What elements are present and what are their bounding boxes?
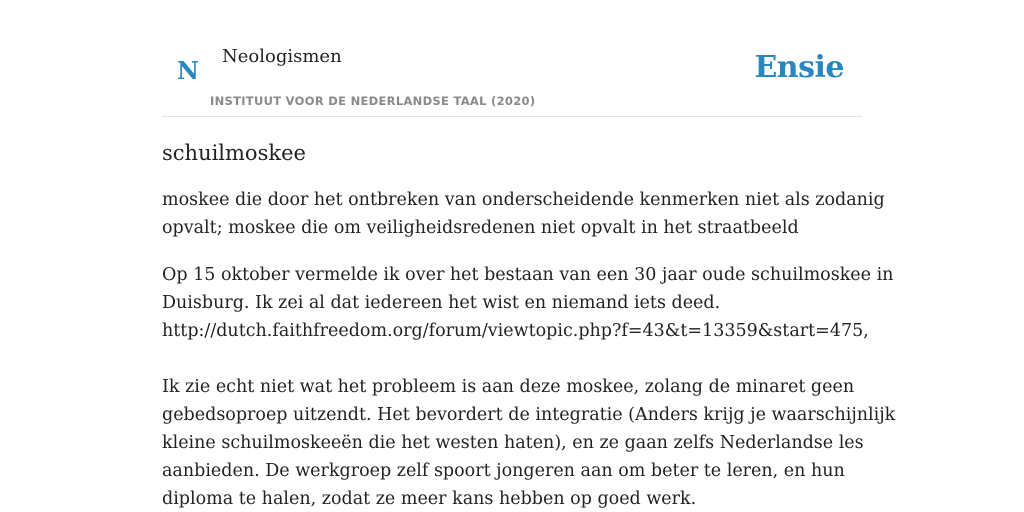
- source-header: [162, 0, 862, 117]
- paragraph-gap: [162, 345, 862, 373]
- quote-line: kleine schuilmoskeeën die het westen haten), en ze gaan zelfs Nederlandse les: [162, 433, 864, 453]
- quote-line: Op 15 oktober vermelde ik over het bestaan van een 30 jaar oude schuilmoskee in: [162, 265, 894, 285]
- entry-content: [162, 138, 896, 512]
- quote-line: Ik zie echt niet wat het probleem is aan deze moskee, zolang de minaret geen: [162, 377, 855, 397]
- headword: schuilmoskee: [162, 141, 306, 165]
- quote-source-url[interactable]: http://dutch.faithfreedom.org/forum/viewtopic.php?f=43&t=13359&start=475,: [162, 321, 869, 341]
- source-letter-icon: N: [177, 56, 199, 85]
- definition-line: opvalt; moskee die om veiligheidsredenen niet opvalt in het straatbeeld: [162, 218, 799, 238]
- brand-logo[interactable]: Ensie: [754, 50, 844, 85]
- source-subtitle: INSTITUUT VOOR DE NEDERLANDSE TAAL (2020): [210, 94, 536, 108]
- quote-line: gebedsoproep uitzendt. Het bevordert de integratie (Anders krijg je waarschijnlijk: [162, 405, 896, 425]
- quote-line: Duisburg. Ik zei al dat iedereen het wist en niemand iets deed.: [162, 293, 721, 313]
- example-quote: [162, 261, 896, 512]
- definition: [162, 186, 885, 242]
- definition-line: moskee die door het ontbreken van onderscheidende kenmerken niet als zodanig: [162, 190, 885, 210]
- quote-line: aanbieden. De werkgroep zelf spoort jongeren aan om beter te leren, en hun: [162, 461, 845, 481]
- source-title-link[interactable]: Neologismen: [222, 46, 342, 67]
- quote-line: diploma te halen, zodat ze meer kans hebben op goed werk.: [162, 489, 697, 509]
